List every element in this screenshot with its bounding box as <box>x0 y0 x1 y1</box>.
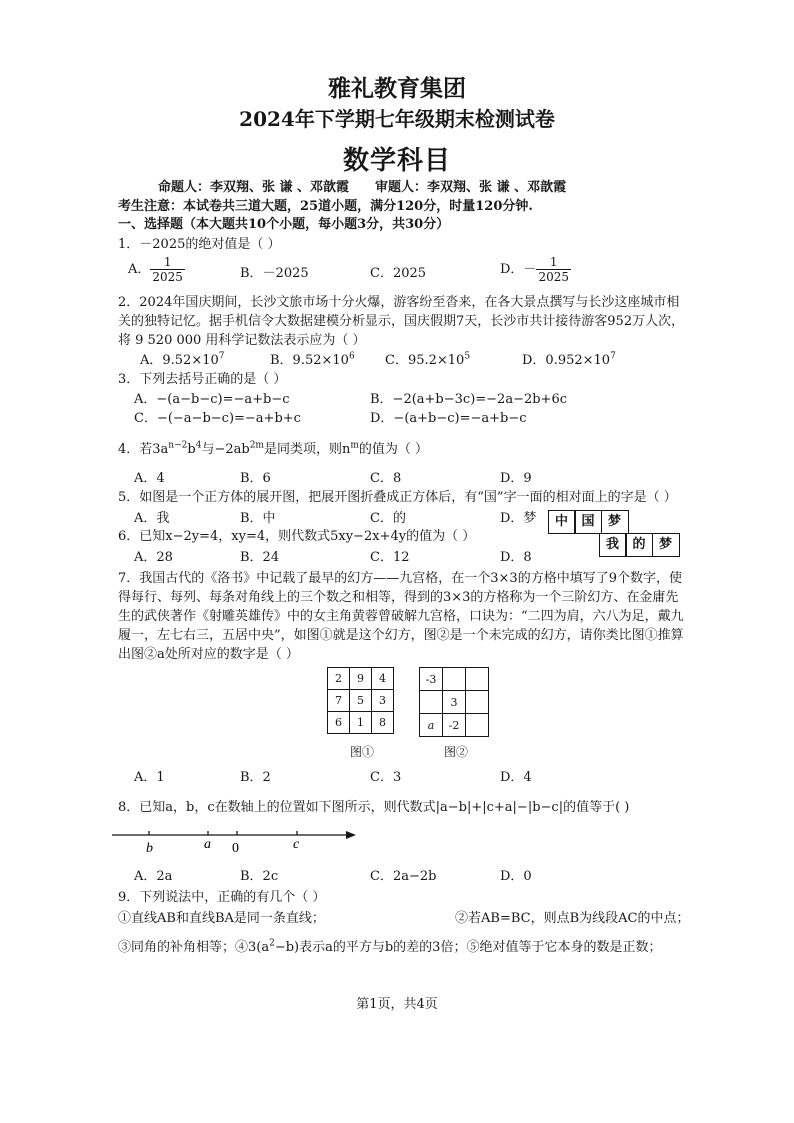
q9-statement-1: ①直线AB和直线BA是同一条直线； <box>118 911 325 926</box>
grid-cell: -2 <box>443 714 466 737</box>
q2-d-exp: 7 <box>610 351 616 362</box>
q9-statement-2: ②若AB=BC，则点B为线段AC的中点； <box>455 911 690 926</box>
q6-option-c: C．12 <box>370 550 410 565</box>
q2-b-exp: 6 <box>348 351 355 362</box>
q4-stem-b: b <box>187 442 196 457</box>
q1-option-a <box>128 255 185 284</box>
subject-title: 数学科目 <box>342 146 451 176</box>
q1-a-label: A． <box>128 262 151 277</box>
q6-option-a: A．28 <box>134 550 173 565</box>
grid-row <box>420 714 489 737</box>
q8-stem: 8．已知a，b，c在数轴上的位置如下图所示，则代数式|a−b|+|c+a|−|b−c|的值等于( ) <box>118 800 630 815</box>
q7-line1: 7．我国古代的《洛书》中记载了最早的幻方——九宫格，在一个3×3的方格中填写了9个数字，使 <box>118 571 682 586</box>
grid-row <box>420 668 489 691</box>
section1-title: 一、选择题（本大题共10个小题，每小题3分，共30分） <box>118 217 450 232</box>
label-c: c <box>293 837 300 852</box>
q6-stem: 6．已知x−2y=4，xy=4，则代数式5xy−2x+4y的值为（ ） <box>118 529 476 544</box>
q5-option-d: D．梦 <box>500 511 537 526</box>
grid-cell: -3 <box>420 668 443 691</box>
cube-face: 的 <box>625 533 653 557</box>
q2-c-base: C．95.2×10 <box>385 353 465 368</box>
q7-option-b: B．2 <box>240 770 271 785</box>
number-line <box>110 823 360 857</box>
q2-b-base: B．9.52×10 <box>270 353 349 368</box>
q9-s3-a: ③同角的补角相等；④3(a <box>118 940 270 955</box>
q4-option-b: B．6 <box>240 471 271 486</box>
cube-net-top-row <box>549 510 629 534</box>
q3-stem: 3．下列去括号正确的是（ ） <box>118 372 287 387</box>
q7-option-c: C．3 <box>370 770 402 785</box>
grid-row <box>420 691 489 714</box>
q1-stem: 1．－2025的绝对值是（ ） <box>118 237 281 252</box>
q3-option-c: C．−(−a−b−c)=−a+b+c <box>134 411 301 426</box>
magic-square-fig1 <box>327 667 394 734</box>
q4-stem-a: 4．若3a <box>118 442 169 457</box>
cube-face: 梦 <box>652 533 680 557</box>
cube-face: 我 <box>599 533 627 557</box>
grid-cell <box>420 691 443 714</box>
q1-a-den: 2025 <box>152 270 183 284</box>
grid-cell <box>466 668 489 691</box>
q2-option-a <box>140 349 225 368</box>
cube-face: 梦 <box>601 510 629 534</box>
q7-option-a: A．1 <box>134 770 165 785</box>
fig1-label: 图① <box>350 745 375 759</box>
q8-option-d: D．0 <box>500 869 532 884</box>
grid-cell: 2 <box>328 668 350 690</box>
q7-line5: 出图②a处所对应的数字是（ ） <box>118 647 299 662</box>
label-a: a <box>204 837 211 852</box>
q1-d-fraction <box>536 255 571 284</box>
grid-cell <box>466 691 489 714</box>
magic-square-fig2 <box>419 667 489 737</box>
exam-title: 2024年下学期七年级期末检测试卷 <box>239 107 555 131</box>
grid-cell: 1 <box>350 712 372 734</box>
q4-exp1: n−2 <box>168 440 188 451</box>
q9-s3-exp: 2 <box>269 938 275 949</box>
q1-option-d <box>500 255 571 284</box>
grid-cell: 7 <box>328 690 350 712</box>
arrow-right-icon <box>346 831 356 839</box>
q7-line2: 得每行、每列、每条对角线上的三个数之和相等，得到的3×3的方格称为一个三阶幻方、在金庸先 <box>118 590 679 605</box>
label-b: b <box>146 841 153 856</box>
q8-option-b: B．2c <box>240 869 279 884</box>
q2-line3: 将 9 520 000 用科学记数法表示应为（ ） <box>118 333 366 348</box>
cube-face: 中 <box>548 510 576 534</box>
q6-option-d: D．8 <box>500 550 532 565</box>
q2-c-exp: 5 <box>464 351 471 362</box>
q4-exp2: 4 <box>195 440 202 451</box>
q2-option-b <box>270 349 355 368</box>
grid-row <box>328 690 394 712</box>
q9-s3-b: −b)表示a的平方与b的差的3倍；⑤绝对值等于它本身的数是正数； <box>274 940 662 955</box>
q3-option-a: A．−(a−b−c)=−a+b−c <box>134 392 290 407</box>
q2-d-base: D．0.952×10 <box>522 353 611 368</box>
notice-line: 考生注意：本试卷共三道大题，25道小题，满分120分，时量120分钟. <box>118 199 533 214</box>
q4-stem <box>118 438 428 457</box>
q1-d-label: D．－ <box>500 262 537 277</box>
q1-d-num: 1 <box>536 255 571 270</box>
q4-option-c: C．8 <box>370 471 402 486</box>
grid-row <box>328 668 394 690</box>
q2-line2: 关的独特记忆。据手机信令大数据建模分析显示，国庆假期7天，长沙市共计接待游客952万人次， <box>118 314 685 329</box>
grid-cell: 6 <box>328 712 350 734</box>
q7-line3: 生的武侠著作《射雕英雄传》中的女主角黄蓉曾破解九宫格，口诀为：“二四为肩，六八为足，戴九 <box>118 609 684 624</box>
q2-option-c <box>385 349 470 368</box>
q6-option-b: B．24 <box>240 550 280 565</box>
q5-option-a: A．我 <box>134 511 170 526</box>
q1-a-num: 1 <box>150 255 185 270</box>
q2-line1: 2．2024年国庆期间，长沙文旅市场十分火爆，游客纷至沓来，在各大景点撰写与长沙这座城市相 <box>118 295 680 310</box>
q4-stem-e: 的值为（ ） <box>358 442 429 457</box>
q2-a-exp: 7 <box>218 351 225 362</box>
cube-face: 国 <box>574 510 602 534</box>
q4-stem-d: 是同类项，则n <box>263 442 351 457</box>
q4-exp4: m <box>350 440 359 451</box>
q2-a-base: A．9.52×10 <box>140 353 219 368</box>
authors-line: 命题人：李双翔、张 谦 、邓歆霞 审题人：李双翔、张 谦 、邓歆霞 <box>158 180 567 195</box>
page-footer: 第1页，共4页 <box>356 997 438 1012</box>
q4-option-a: A．4 <box>134 471 165 486</box>
grid-cell: a <box>420 714 443 737</box>
q7-line4: 履一，左七右三，五居中央”，如图①就是这个幻方，图②是一个未完成的幻方，请你类比图①推算 <box>118 628 684 643</box>
q7-option-d: D．4 <box>500 770 532 785</box>
fig2-label: 图② <box>444 745 469 759</box>
q4-exp3: 2m <box>249 440 264 451</box>
q1-a-fraction <box>150 255 185 284</box>
grid-cell: 3 <box>372 690 394 712</box>
grid-cell <box>466 714 489 737</box>
grid-cell: 3 <box>443 691 466 714</box>
q3-option-d: D．−(a+b−c)=−a+b−c <box>370 411 527 426</box>
q8-option-c: C．2a−2b <box>370 869 437 884</box>
q1-option-c: C．2025 <box>370 266 427 281</box>
grid-cell: 9 <box>350 668 372 690</box>
q3-option-b: B．−2(a+b−3c)=−2a−2b+6c <box>370 392 568 407</box>
label-zero: 0 <box>232 841 239 856</box>
q1-option-b: B．－2025 <box>240 266 309 281</box>
q8-option-a: A．2a <box>134 869 173 884</box>
q2-option-d <box>522 349 616 368</box>
q4-stem-c: 与−2ab <box>201 442 250 457</box>
q9-statements-3-5 <box>118 936 661 955</box>
q5-option-b: B．中 <box>240 511 276 526</box>
q5-option-c: C．的 <box>370 511 406 526</box>
grid-cell: 5 <box>350 690 372 712</box>
grid-cell <box>443 668 466 691</box>
grid-cell: 4 <box>372 668 394 690</box>
cube-net-bottom-row <box>600 533 680 557</box>
q1-d-den: 2025 <box>538 270 569 284</box>
q5-stem: 5．如图是一个正方体的展开图，把展开图折叠成正方体后，有“国”字一面的相对面上的字是（ ） <box>118 490 677 505</box>
grid-row <box>328 712 394 734</box>
q9-stem: 9．下列说法中，正确的有几个（ ） <box>118 890 326 905</box>
q4-option-d: D．9 <box>500 471 532 486</box>
grid-cell: 8 <box>372 712 394 734</box>
org-title: 雅礼教育集团 <box>328 75 466 102</box>
